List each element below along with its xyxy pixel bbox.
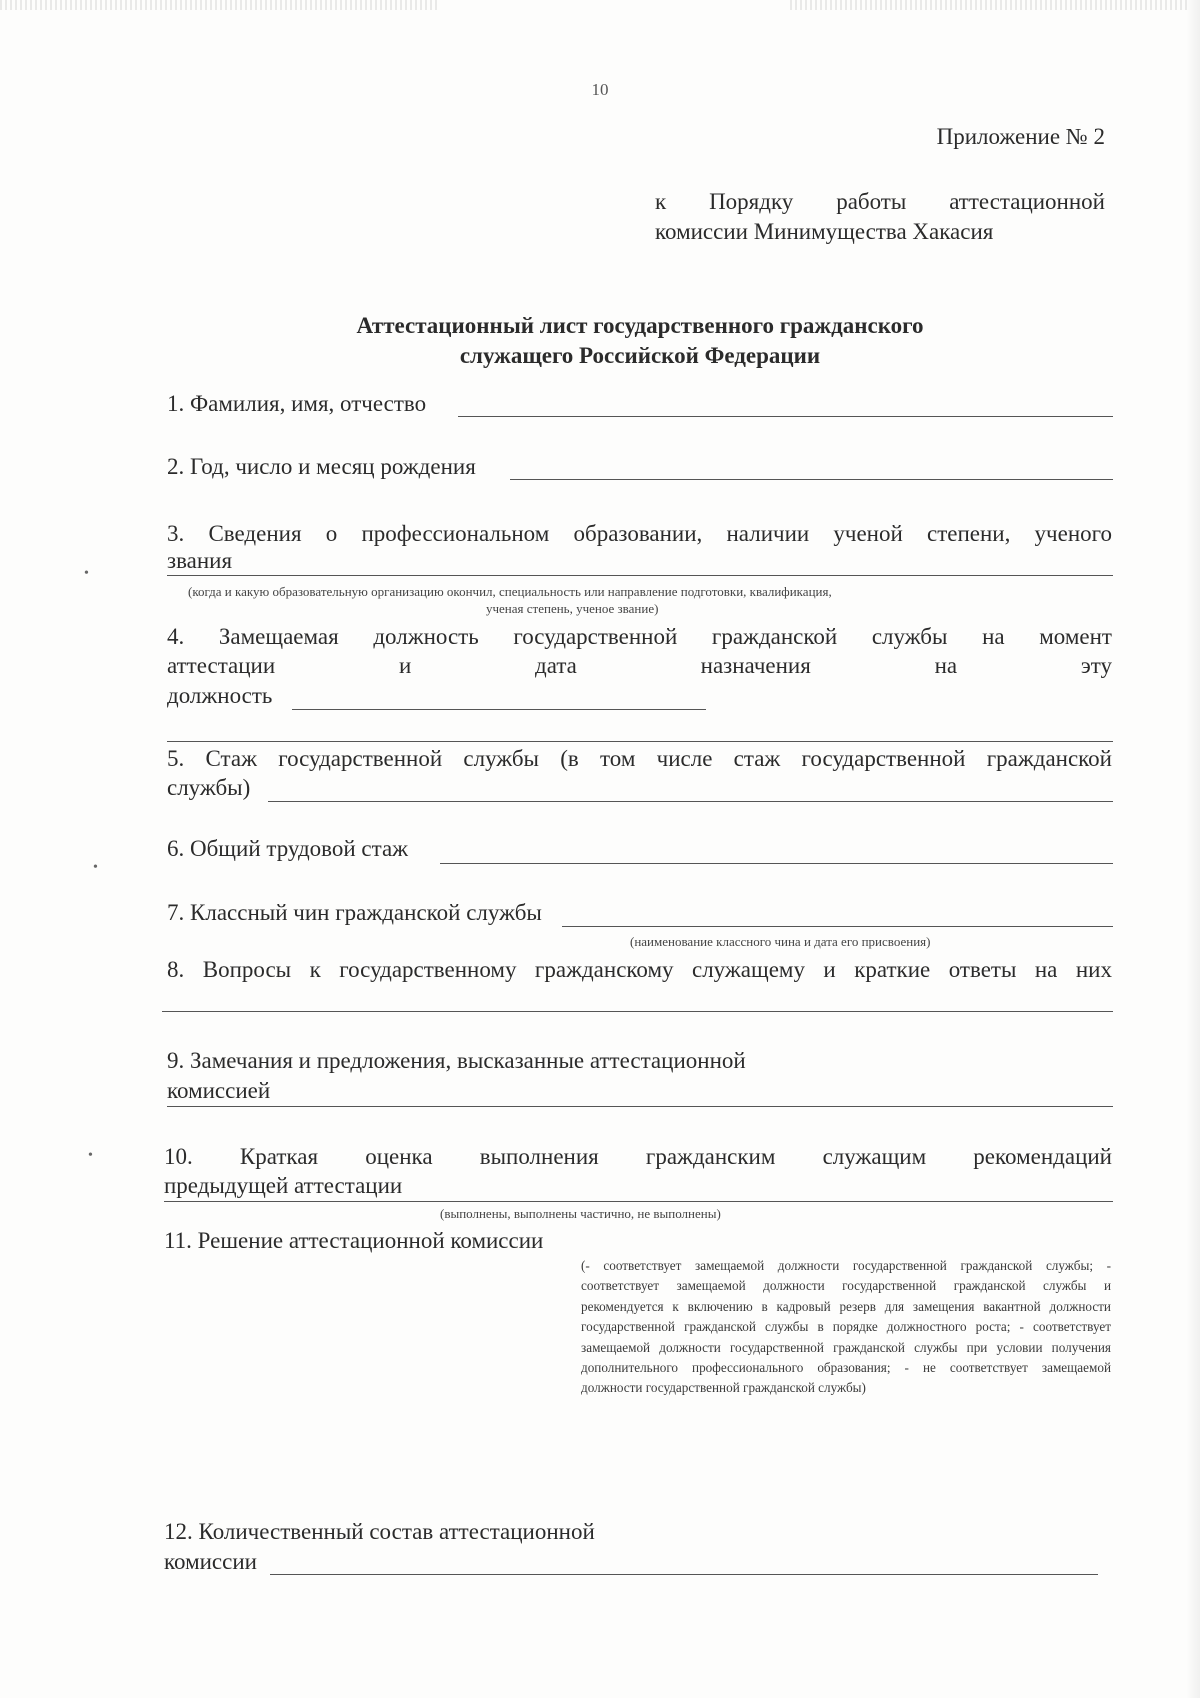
- appendix-label: Приложение № 2: [936, 124, 1105, 149]
- appendix-reference: [655, 187, 1105, 247]
- document-title-line1: Аттестационный лист государственного гражданского: [356, 313, 924, 338]
- scan-speck: •: [84, 566, 89, 581]
- page-number: 10: [591, 80, 609, 99]
- item-12-field-line: [270, 1574, 1098, 1575]
- document-title: [0, 311, 1200, 371]
- item-1-label: 1. Фамилия, имя, отчество: [167, 391, 427, 416]
- item-12-label-line2: комиссии: [164, 1549, 257, 1574]
- item-11-label: 11. Решение аттестационной комиссии: [164, 1228, 544, 1253]
- appendix-reference-line1: к Порядку работы аттестационной: [655, 189, 1105, 214]
- scan-edge-top-right: [790, 0, 1190, 10]
- item-4-label-line2: аттестации и дата назначения на эту: [167, 653, 1112, 678]
- item-3-hint-line1: (когда и какую образовательную организацию окончил, специальность или направление подготовки, квалификация,: [188, 584, 832, 599]
- scan-speck: •: [93, 860, 98, 875]
- item-2-label: 2. Год, число и месяц рождения: [167, 454, 476, 479]
- item-6-field-line: [440, 863, 1113, 864]
- item-8-label: 8. Вопросы к государственному гражданскому служащему и краткие ответы на них: [167, 957, 1112, 982]
- scan-edge-top-left: [0, 0, 440, 10]
- scan-speck: •: [88, 1148, 93, 1163]
- item-5-label-line2: службы): [167, 775, 251, 800]
- item-5-field-line: [268, 801, 1113, 802]
- item-6-label: 6. Общий трудовой стаж: [167, 836, 409, 861]
- item-10-label-line1: 10. Краткая оценка выполнения гражданским служащим рекомендаций: [164, 1144, 1112, 1169]
- item-12-label-line1: 12. Количественный состав аттестационной: [164, 1519, 595, 1544]
- scan-edge-right: [1186, 0, 1200, 1698]
- item-3-field-line: [167, 575, 1113, 576]
- item-10-label-line2: предыдущей аттестации: [164, 1173, 403, 1198]
- item-2-field-line: [510, 479, 1113, 480]
- item-9-field-line: [167, 1106, 1113, 1107]
- item-4-field-line-full: [167, 741, 1113, 742]
- item-4-label-line3: должность: [167, 683, 273, 708]
- item-3-label-line2: звания: [167, 548, 233, 573]
- item-9-label-line2: комиссией: [167, 1078, 271, 1103]
- item-11-decision-options: (- соответствует замещаемой должности государственной гражданской службы; - соответствует замещаемой должности государственной гражданской службы и рекомендуется к включению в кадровый резерв для замещения вакантной должности государственной гражданской службы в порядке должностного роста; - соответствует замещаемой должности государственной гражданской службы при условии получения дополнительного профессионального образования; - не соответствует замещаемой должности государственной гражданской службы): [581, 1258, 1111, 1396]
- item-9-label-line1: 9. Замечания и предложения, высказанные аттестационной: [167, 1048, 746, 1073]
- item-7-field-line: [562, 926, 1113, 927]
- item-10-field-line: [164, 1201, 1113, 1202]
- appendix-reference-line2: комиссии Минимущества Хакасия: [655, 219, 994, 244]
- item-7-hint: (наименование классного чина и дата его присвоения): [630, 934, 931, 949]
- item-10-hint: (выполнены, выполнены частично, не выполнены): [440, 1206, 721, 1221]
- item-1-field-line: [458, 416, 1113, 417]
- item-4-field-line-short: [292, 709, 706, 710]
- item-5-label-line1: 5. Стаж государственной службы (в том числе стаж государственной гражданской: [167, 746, 1112, 771]
- item-7-label: 7. Классный чин гражданской службы: [167, 900, 542, 925]
- item-8-field-line: [162, 1011, 1113, 1012]
- item-3-hint-line2: ученая степень, ученое звание): [486, 601, 659, 616]
- item-4-label-line1: 4. Замещаемая должность государственной гражданской службы на момент: [167, 624, 1112, 649]
- item-3-label-line1: 3. Сведения о профессиональном образовании, наличии ученой степени, ученого: [167, 521, 1112, 546]
- document-title-line2: служащего Российской Федерации: [459, 343, 821, 368]
